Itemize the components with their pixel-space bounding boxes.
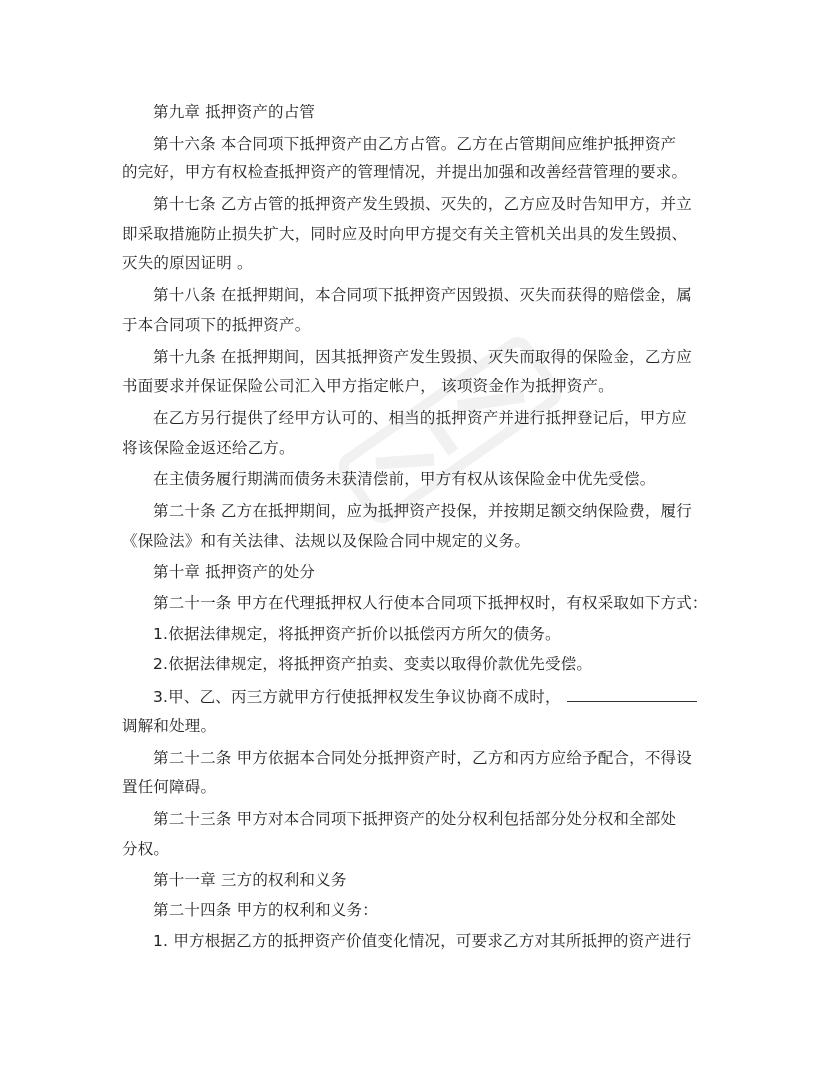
list-item: 1.依据法律规定，将抵押资产折价以抵偿丙方所欠的债务。 — [153, 625, 561, 643]
paragraph-line: 第十九条 在抵押期间，因其抵押资产发生毁损、灭失而取得的保险金，乙方应 — [153, 348, 692, 366]
paragraph-line: 的完好，甲方有权检查抵押资产的管理情况，并提出加强和改善经营管理的要求。 — [122, 163, 688, 181]
paragraph-line: 灭失的原因证明 。 — [122, 254, 253, 272]
paragraph-line: 第十六条 本合同项下抵押资产由乙方占管。乙方在占管期间应维护抵押资产 — [153, 135, 677, 153]
list-item: 2.依据法律规定，将抵押资产拍卖、变卖以取得价款优先受偿。 — [153, 655, 593, 673]
paragraph-line: 第二十一条 甲方在代理抵押权人行使本合同项下抵押权时，有权采取如下方式： — [153, 594, 708, 612]
paragraph-line: 即采取措施防止损失扩大，同时应及时向甲方提交有关主管机关出具的发生毁损、 — [122, 225, 688, 243]
paragraph-line: 调解和处理。 — [122, 717, 217, 735]
paragraph-line: 《保险法》和有关法律、法规以及保险合同中规定的义务。 — [122, 532, 531, 550]
fill-in-blank — [567, 686, 697, 702]
list-item: 1. 甲方根据乙方的抵押资产价值变化情况，可要求乙方对其所抵押的资产进行 — [153, 932, 692, 950]
paragraph-line: 第二十四条 甲方的权利和义务： — [153, 901, 378, 919]
watermark-icon — [300, 300, 600, 560]
paragraph-line: 将该保险金返还给乙方。 — [122, 439, 295, 457]
paragraph-line: 在乙方另行提供了经甲方认可的、相当的抵押资产并进行抵押登记后，甲方应 — [153, 409, 687, 427]
paragraph-line: 分权。 — [122, 840, 170, 858]
paragraph-line: 书面要求并保证保险公司汇入甲方指定帐户， 该项资金作为抵押资产。 — [122, 377, 614, 395]
paragraph-line: 在主债务履行期满而债务未获清偿前，甲方有权从该保险金中优先受偿。 — [153, 470, 656, 488]
list-item-text: 3.甲、乙、丙三方就甲方行使抵押权发生争议协商不成时， — [153, 688, 561, 706]
paragraph-line: 第二十三条 甲方对本合同项下抵押资产的处分权利包括部分处分权和全部处 — [153, 810, 677, 828]
list-item — [153, 686, 697, 707]
paragraph-line: 于本合同项下的抵押资产。 — [122, 316, 311, 334]
chapter-heading: 第九章 抵押资产的占管 — [153, 103, 316, 121]
paragraph-line: 第二十条 乙方在抵押期间，应为抵押资产投保，并按期足额交纳保险费，履行 — [153, 502, 692, 520]
chapter-heading: 第十章 抵押资产的处分 — [153, 563, 316, 581]
chapter-heading: 第十一章 三方的权利和义务 — [153, 871, 347, 889]
paragraph-line: 置任何障碍。 — [122, 778, 217, 796]
paragraph-line: 第二十二条 甲方依据本合同处分抵押资产时，乙方和丙方应给予配合，不得设 — [153, 749, 692, 767]
paragraph-line: 第十七条 乙方占管的抵押资产发生毁损、灭失的，乙方应及时告知甲方，并立 — [153, 195, 692, 213]
paragraph-line: 第十八条 在抵押期间，本合同项下抵押资产因毁损、灭失而获得的赔偿金，属 — [153, 286, 692, 304]
